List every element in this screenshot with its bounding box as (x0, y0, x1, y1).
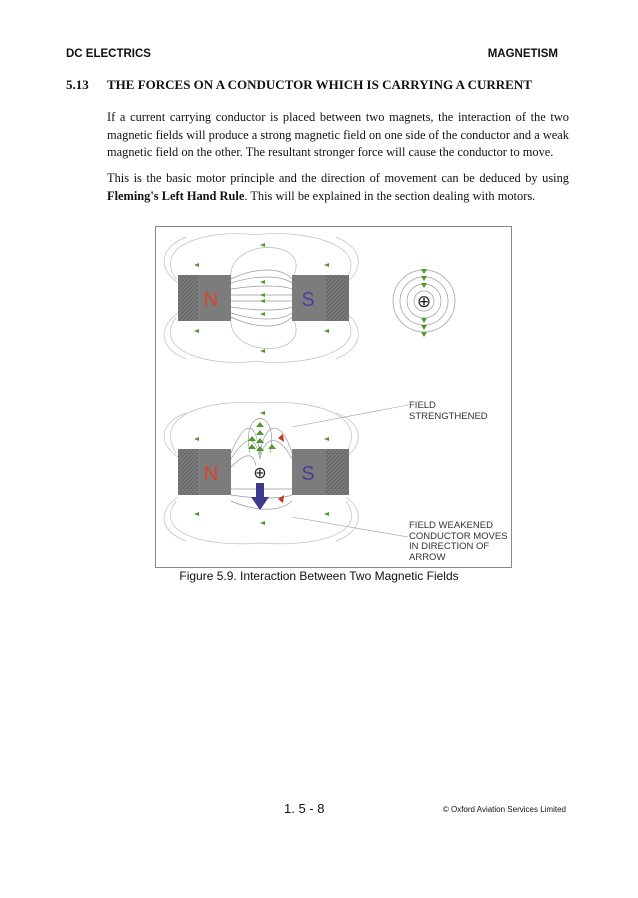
page-number: 1. 5 - 8 (284, 801, 325, 816)
section-heading (66, 77, 532, 93)
bottom-red-arrows (278, 434, 284, 503)
field-weakened-line-1: FIELD WEAKENED (409, 520, 493, 531)
figure-caption: Figure 5.9. Interaction Between Two Magnetic Fields (179, 569, 459, 583)
magnetic-field-diagram (156, 227, 511, 567)
bottom-s-label: S (301, 463, 315, 485)
top-s-label: S (301, 289, 315, 311)
bottom-n-magnet (178, 449, 231, 495)
conductor-symbol: ⊕ (253, 463, 267, 482)
field-strengthened-line-1: FIELD (409, 400, 436, 411)
paragraph-2-text-a: This is the basic motor principle and the direction of movement can be deduced by using (107, 171, 569, 185)
top-s-magnet (292, 275, 349, 321)
copyright: © Oxford Aviation Services Limited (442, 805, 566, 814)
field-strengthened-line-2: STRENGTHENED (409, 410, 488, 422)
header-left: DC ELECTRICS (66, 48, 151, 60)
isolated-conductor-symbol: ⊕ (416, 292, 432, 312)
paragraph-2-bold-term: Fleming's Left Hand Rule (107, 188, 245, 203)
field-weakened-line-3: IN DIRECTION OF (409, 541, 490, 552)
top-n-magnet (178, 275, 231, 321)
field-strengthened-label (409, 401, 519, 422)
section-title: THE FORCES ON A CONDUCTOR WHICH IS CARRYING A CURRENT (107, 77, 532, 92)
figure-box (155, 226, 512, 568)
header-right: MAGNETISM (487, 48, 558, 60)
motion-arrow (251, 483, 269, 510)
field-weakened-label (409, 521, 519, 563)
field-weakened-line-2: CONDUCTOR MOVES (409, 530, 508, 542)
paragraph-2-text-b: . This will be explained in the section dealing with motors. (244, 188, 536, 203)
paragraph-2 (107, 170, 569, 205)
paragraph-1: If a current carrying conductor is placed between two magnets, the interaction of the two magnetic fields will produce a strong magnetic field on one side of the conductor and a weak magnetic field on the other. The resultant stronger force will cause the conductor to move. (107, 110, 569, 159)
section-number: 5.13 (66, 77, 89, 92)
top-n-label: N (203, 289, 219, 311)
field-weakened-line-4: ARROW (409, 551, 446, 563)
bottom-n-label: N (203, 463, 219, 485)
bottom-s-magnet (292, 449, 349, 495)
